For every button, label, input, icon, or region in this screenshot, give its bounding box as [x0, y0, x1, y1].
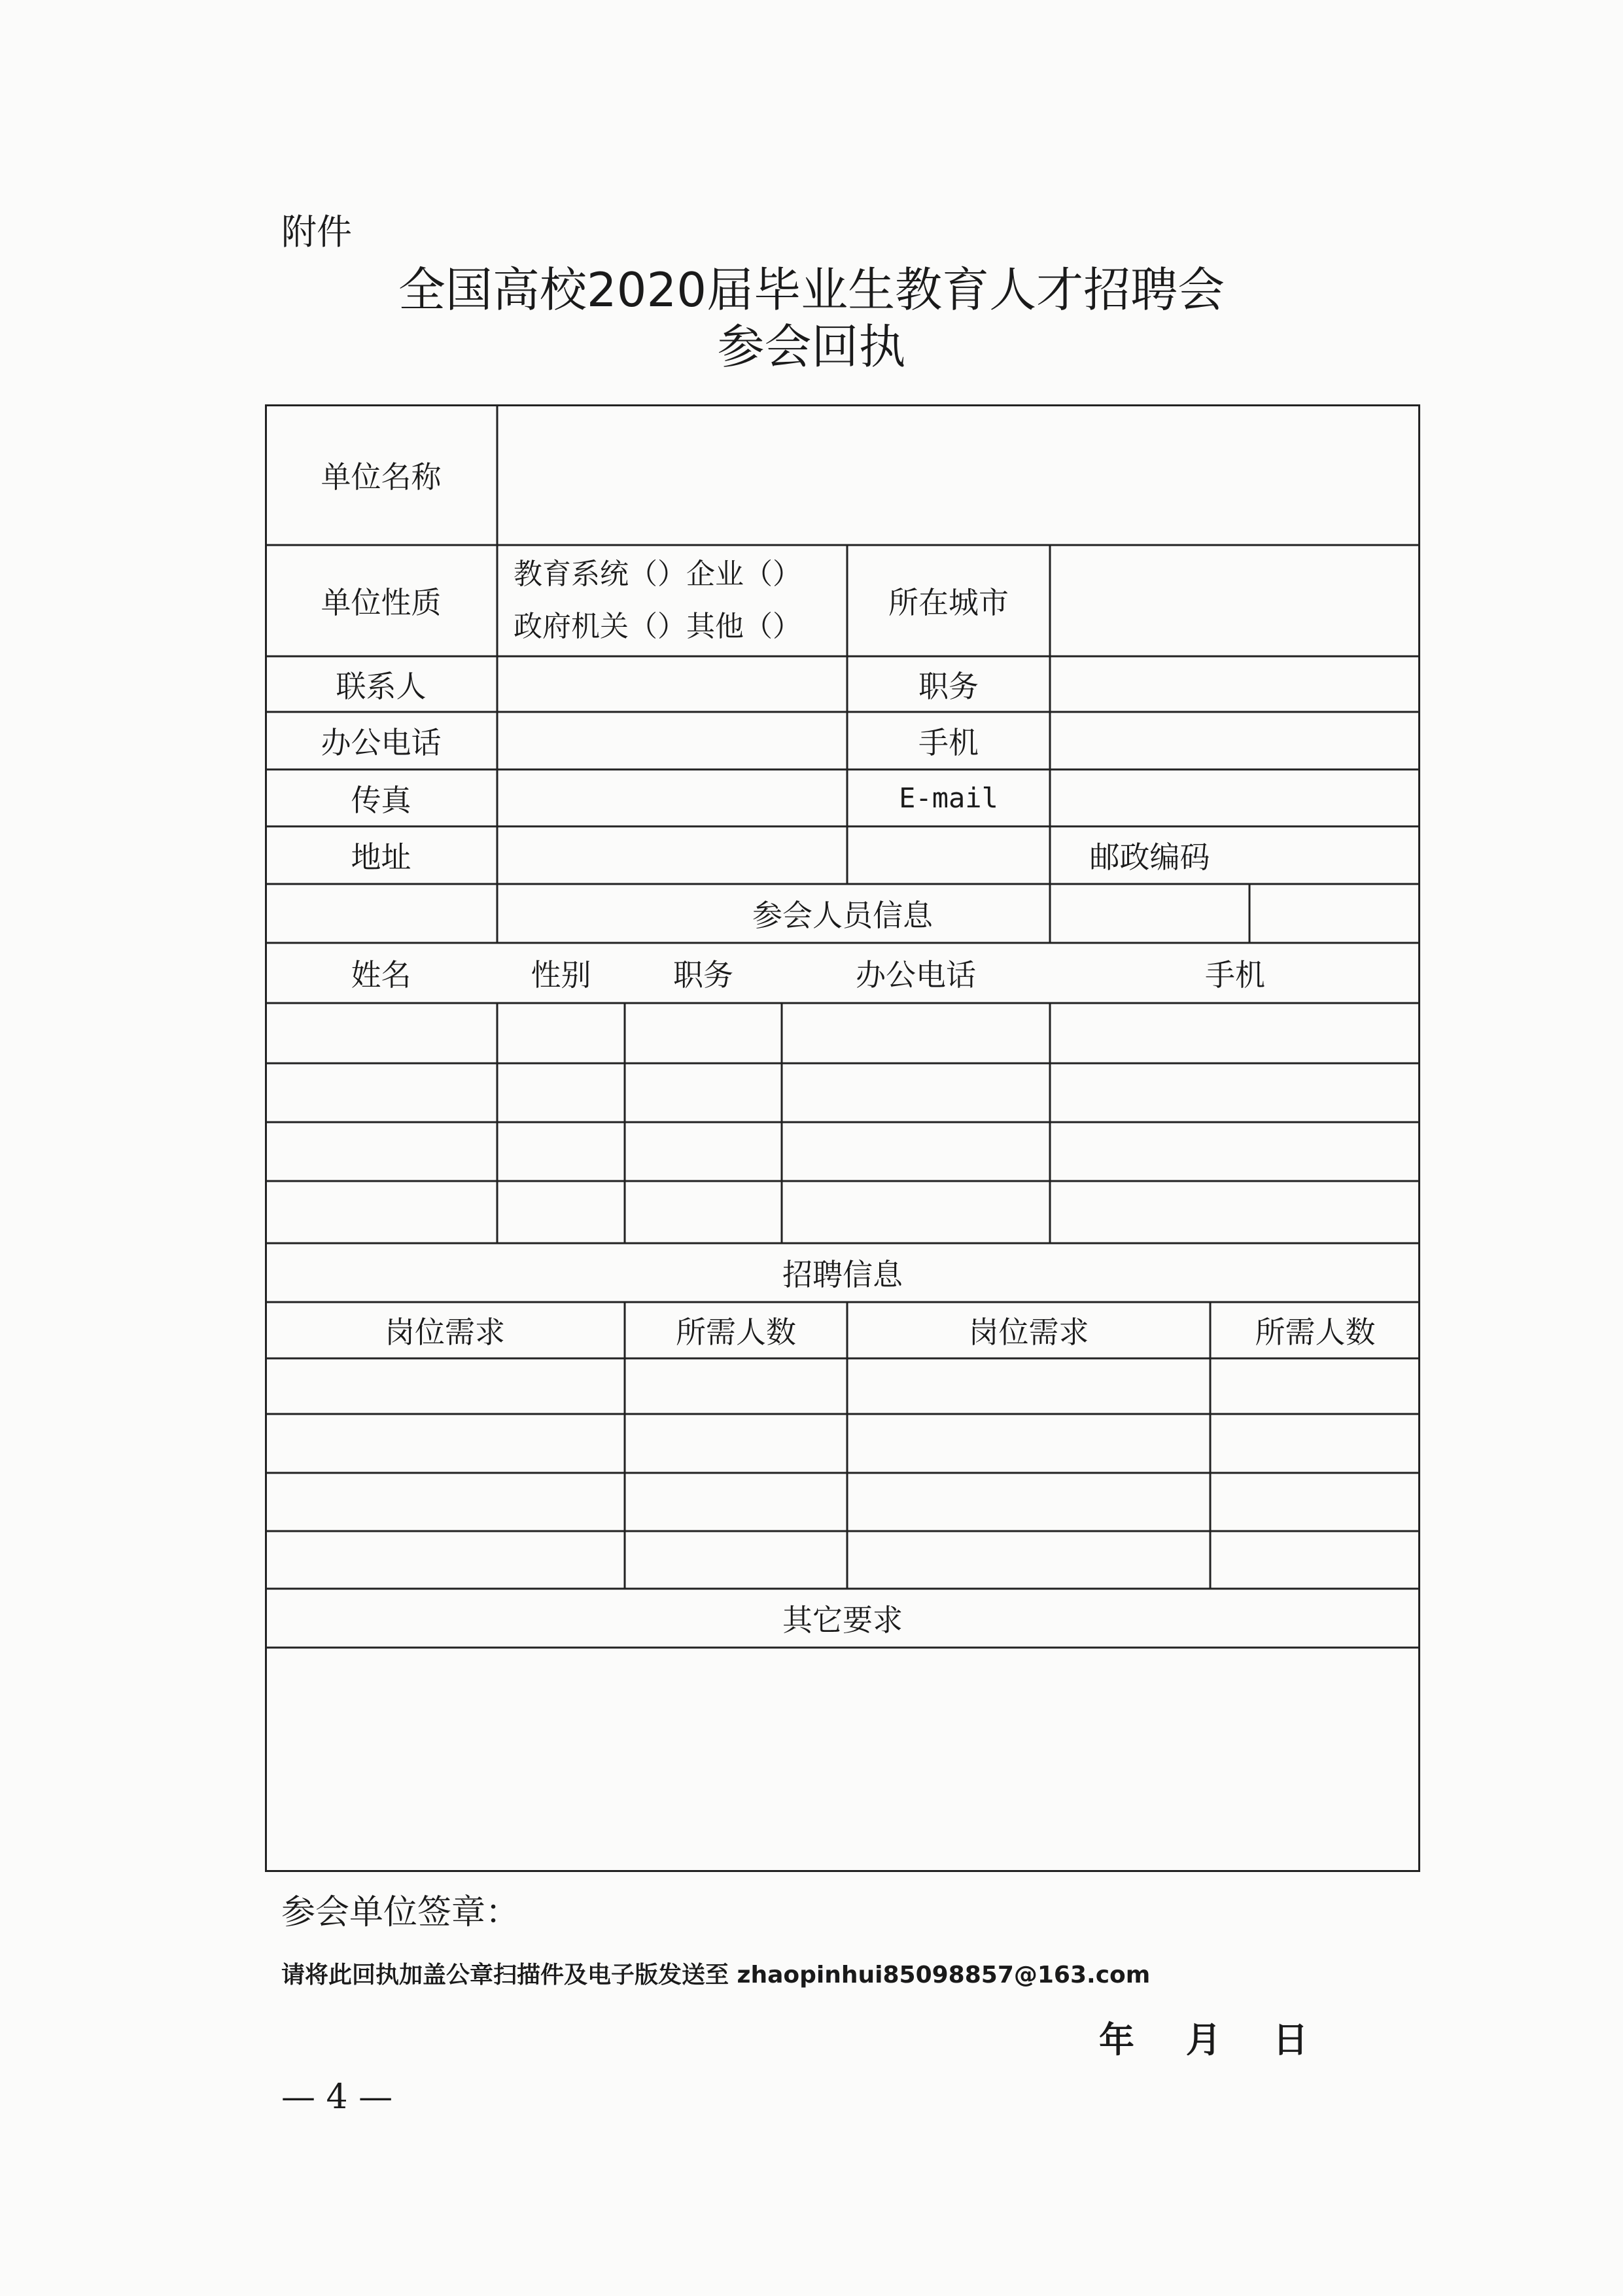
recruitment-col-count-2: 所需人数	[1255, 1315, 1376, 1350]
signature-label: 参会单位签章：	[281, 1893, 520, 1932]
reply-form-table	[265, 404, 1420, 1872]
form-subtitle: 参会回执	[717, 319, 906, 374]
office-phone-field[interactable]	[497, 712, 847, 769]
unit-type-options-line1[interactable]: 教育系统（）企业（）	[514, 557, 801, 591]
attendees-section-title: 参会人员信息	[752, 898, 933, 933]
unit-type-options[interactable]	[514, 545, 841, 656]
unit-type-label: 单位性质	[321, 585, 442, 620]
city-field[interactable]	[1050, 545, 1420, 656]
contact-label: 联系人	[336, 668, 427, 704]
email-field[interactable]	[1050, 769, 1420, 826]
unit-name-field[interactable]	[497, 404, 1420, 545]
attendees-col-office-phone: 办公电话	[856, 957, 976, 993]
unit-name-label: 单位名称	[321, 459, 442, 495]
postcode-field[interactable]	[1249, 826, 1420, 884]
recruitment-section-title: 招聘信息	[782, 1257, 903, 1292]
recruitment-col-count-1: 所需人数	[676, 1315, 796, 1350]
email-label: E-mail	[899, 782, 998, 814]
unit-type-options-line2[interactable]: 政府机关（）其他（）	[514, 610, 801, 643]
form-title: 全国高校2020届毕业生教育人才招聘会	[398, 262, 1225, 317]
fax-field[interactable]	[497, 769, 847, 826]
date-label: 年 月 日	[1099, 2019, 1308, 2060]
position-field[interactable]	[1050, 656, 1420, 712]
contact-field[interactable]	[497, 656, 847, 712]
other-requirements-field[interactable]	[265, 1648, 1420, 1872]
other-section-title: 其它要求	[782, 1602, 903, 1638]
recruitment-col-position-2: 岗位需求	[968, 1315, 1089, 1350]
attendees-col-position: 职务	[673, 957, 733, 993]
attachment-label: 附件	[281, 211, 352, 253]
postcode-label: 邮政编码	[1089, 839, 1210, 875]
submission-note: 请将此回执加盖公章扫描件及电子版发送至 zhaopinhui85098857@163.com	[281, 1962, 1151, 1988]
fax-label: 传真	[351, 782, 411, 818]
city-label: 所在城市	[888, 585, 1009, 620]
recruitment-col-position-1: 岗位需求	[385, 1315, 505, 1350]
page-number: — 4 —	[281, 2077, 393, 2117]
attendees-col-gender: 性别	[531, 957, 591, 993]
attendees-col-mobile: 手机	[1205, 957, 1265, 993]
mobile-field[interactable]	[1050, 712, 1420, 769]
office-phone-label: 办公电话	[321, 725, 442, 760]
address-label: 地址	[351, 839, 411, 875]
position-label: 职务	[918, 668, 979, 704]
attendees-col-name: 姓名	[351, 957, 411, 993]
mobile-label: 手机	[918, 725, 979, 760]
address-field[interactable]	[497, 826, 1050, 884]
